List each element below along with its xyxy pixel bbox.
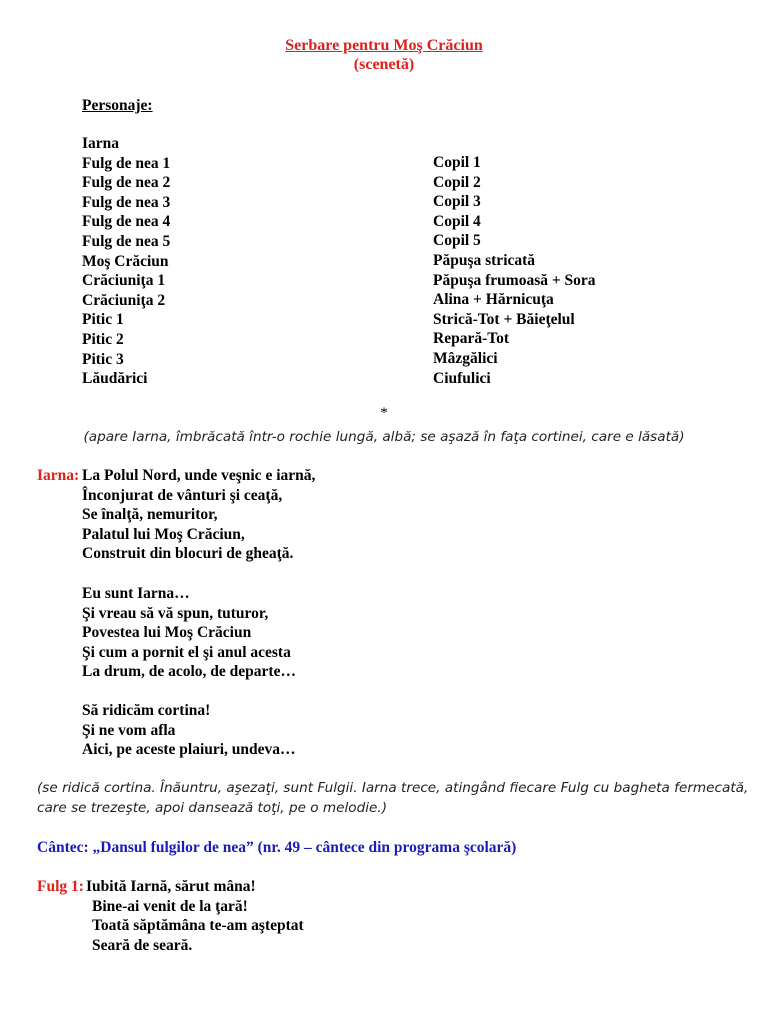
cast-item: Păpuşa stricată bbox=[433, 251, 536, 269]
iarna-stanza-2 bbox=[82, 584, 296, 682]
cast-item: Fulg de nea 2 bbox=[82, 174, 171, 192]
iarna-stanza-1 bbox=[82, 466, 315, 564]
cast-item: Copil 3 bbox=[433, 193, 481, 211]
cast-item: Fulg de nea 1 bbox=[82, 154, 171, 172]
cast-item: Fulg de nea 4 bbox=[82, 213, 171, 231]
cast-item: Lăudărici bbox=[82, 370, 148, 388]
speaker-iarna: Iarna: bbox=[37, 467, 80, 484]
cast-item: Copil 2 bbox=[433, 173, 481, 191]
verse-line: La Polul Nord, unde veşnic e iarnă, bbox=[82, 467, 316, 484]
title-line-2: (scenetă) bbox=[353, 56, 415, 73]
song-title: Cântec: „Dansul fulgilor de nea” (nr. 49 – cântece din programa şcolară) bbox=[37, 839, 517, 856]
title-line-1: Serbare pentru Moş Crăciun bbox=[285, 37, 483, 54]
verse-line: Să ridicăm cortina! bbox=[82, 702, 211, 719]
verse-line: Toată săptămâna te-am aşteptat bbox=[92, 917, 304, 935]
verse-line: Seară de seară. bbox=[92, 936, 193, 954]
cast-item: Copil 4 bbox=[433, 212, 481, 230]
cast-item: Fulg de nea 5 bbox=[82, 232, 171, 250]
verse-line: Aici, pe aceste plaiuri, undeva… bbox=[82, 741, 296, 759]
verse-line: Construit din blocuri de gheaţă. bbox=[82, 545, 294, 563]
cast-list-right bbox=[433, 153, 596, 388]
cast-item: Pitic 3 bbox=[82, 350, 124, 368]
verse-line: Palatul lui Moş Crăciun, bbox=[82, 525, 245, 543]
verse-line: Eu sunt Iarna… bbox=[82, 585, 190, 602]
stage-direction-2: (se ridică cortina. Înăuntru, aşezaţi, sunt Fulgii. Iarna trece, atingând fiecare Fulg cu bagheta fermecată, care se trezeşte, apoi dansează toţi, pe o melodie.) bbox=[37, 780, 749, 816]
cast-item: Alina + Hărnicuţa bbox=[433, 291, 554, 309]
verse-line: Se înalţă, nemuritor, bbox=[82, 506, 218, 524]
cast-item: Strică-Tot + Băieţelul bbox=[433, 310, 575, 328]
cast-item: Fulg de nea 3 bbox=[82, 193, 171, 211]
cast-item: Repară-Tot bbox=[433, 330, 510, 348]
iarna-stanza-3 bbox=[82, 701, 296, 760]
verse-line: Şi ne vom afla bbox=[82, 721, 176, 739]
cast-item: Ciufulici bbox=[433, 369, 491, 387]
cast-item: Crăciuniţa 2 bbox=[82, 291, 166, 309]
cast-list-left bbox=[82, 134, 170, 389]
cast-heading: Personaje: bbox=[82, 97, 153, 114]
cast-item: Pitic 1 bbox=[82, 311, 124, 329]
cast-item: Păpuşa frumoasă + Sora bbox=[433, 271, 596, 289]
cast-item: Iarna bbox=[82, 135, 120, 152]
verse-line: Povestea lui Moş Crăciun bbox=[82, 624, 252, 642]
verse-line: Bine-ai venit de la ţară! bbox=[92, 897, 248, 915]
verse-line: Iubită Iarnă, sărut mâna! bbox=[86, 878, 256, 895]
cast-item: Pitic 2 bbox=[82, 330, 124, 348]
verse-line: Şi cum a pornit el şi anul acesta bbox=[82, 643, 291, 661]
cast-item: Moş Crăciun bbox=[82, 252, 169, 270]
cast-item: Mâzgălici bbox=[433, 349, 498, 367]
section-separator: * bbox=[380, 405, 388, 421]
verse-line: Şi vreau să vă spun, tuturor, bbox=[82, 604, 269, 622]
speaker-fulg-1: Fulg 1: bbox=[37, 878, 84, 895]
cast-item: Crăciuniţa 1 bbox=[82, 272, 166, 290]
verse-line: Înconjurat de vânturi şi ceaţă, bbox=[82, 486, 283, 504]
page-title bbox=[0, 36, 768, 74]
cast-item: Copil 5 bbox=[433, 232, 481, 250]
cast-item: Copil 1 bbox=[433, 154, 481, 171]
fulg-1-lines bbox=[86, 877, 304, 955]
verse-line: La drum, de acolo, de departe… bbox=[82, 663, 296, 681]
stage-direction-1: (apare Iarna, îmbrăcată într-o rochie lungă, albă; se aşază în faţa cortinei, care e lăsată) bbox=[83, 429, 685, 445]
